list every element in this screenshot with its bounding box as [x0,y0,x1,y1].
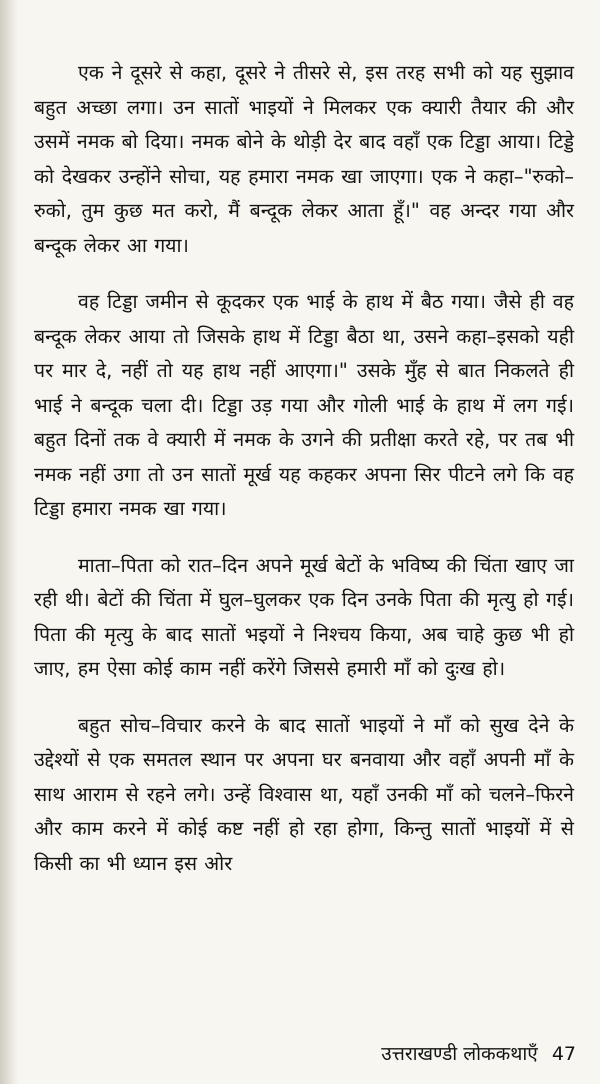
paragraph-3: माता–पिता को रात–दिन अपने मूर्ख बेटों के भविष्य की चिंता खाए जा रही थी। बेटों की चिंता में घुल–घुलकर एक दिन उनके पिता की मृत्यु हो गई। पिता की मृत्यु के बाद सातों भइयों ने निश्चय किया, अब चाहे कुछ भी हो जाए, हम ऐसा कोई काम नहीं करेंगे जिससे हमारी माँ को दुःख हो। [34,553,574,680]
paragraph-2: वह टिड्डा जमीन से कूदकर एक भाई के हाथ में बैठ गया। जैसे ही वह बन्दूक लेकर आया तो जिसके हाथ में टिड्डा बैठा था, उसने कहा–इसको यही पर मार दे, नहीं तो यह हाथ नहीं आएगा।" उसके मुँह से बात निकलते ही भाई ने बन्दूक चला दी। टिड्डा उड़ गया और गोली भाई के हाथ में लग गई। बहुत दिनों तक वे क्यारी में नमक के उगने की प्रतीक्षा करते रहे, पर तब भी नमक नहीं उगा तो उन सातों मूर्ख यह कहकर अपना सिर पीटने लगे कि वह टिड्डा हमारा नमक खा गया। [34,290,574,520]
body-text [34,56,574,903]
paragraph-1: एक ने दूसरे से कहा, दूसरे ने तीसरे से, इस तरह सभी को यह सुझाव बहुत अच्छा लगा। उन सातों भाइयों ने मिलकर एक क्यारी तैयार की और उसमें नमक बो दिया। नमक बोने के थोड़ी देर बाद वहाँ एक टिड्डा आया। टिड्डे को देखकर उन्होंने सोचा, यह हमारा नमक खा जाएगा। एक ने कहा–"रुको–रुको, तुम कुछ मत करो, मैं बन्दूक लेकर आता हूँ।" वह अन्दर गया और बन्दूक लेकर आ गया। [34,61,574,257]
page-number: 47 [551,1043,576,1065]
page-gutter-shadow [0,0,18,1084]
paragraph-4: बहुत सोच–विचार करने के बाद सातों भाइयों ने माँ को सुख देने के उद्देश्यों से एक समतल स्थान पर अपना घर बनवाया और वहाँ अपनी माँ के साथ आराम से रहने लगे। उन्हें विश्वास था, यहाँ उनकी माँ को चलने–फिरने और काम करने में कोई कष्ट नहीं हो रहा होगा, किन्तु सातों भाइयों में से किसी का भी ध्यान इस ओर [34,713,574,875]
page-footer [381,1040,576,1066]
running-title: उत्तराखण्डी लोककथाएँ [381,1043,538,1065]
